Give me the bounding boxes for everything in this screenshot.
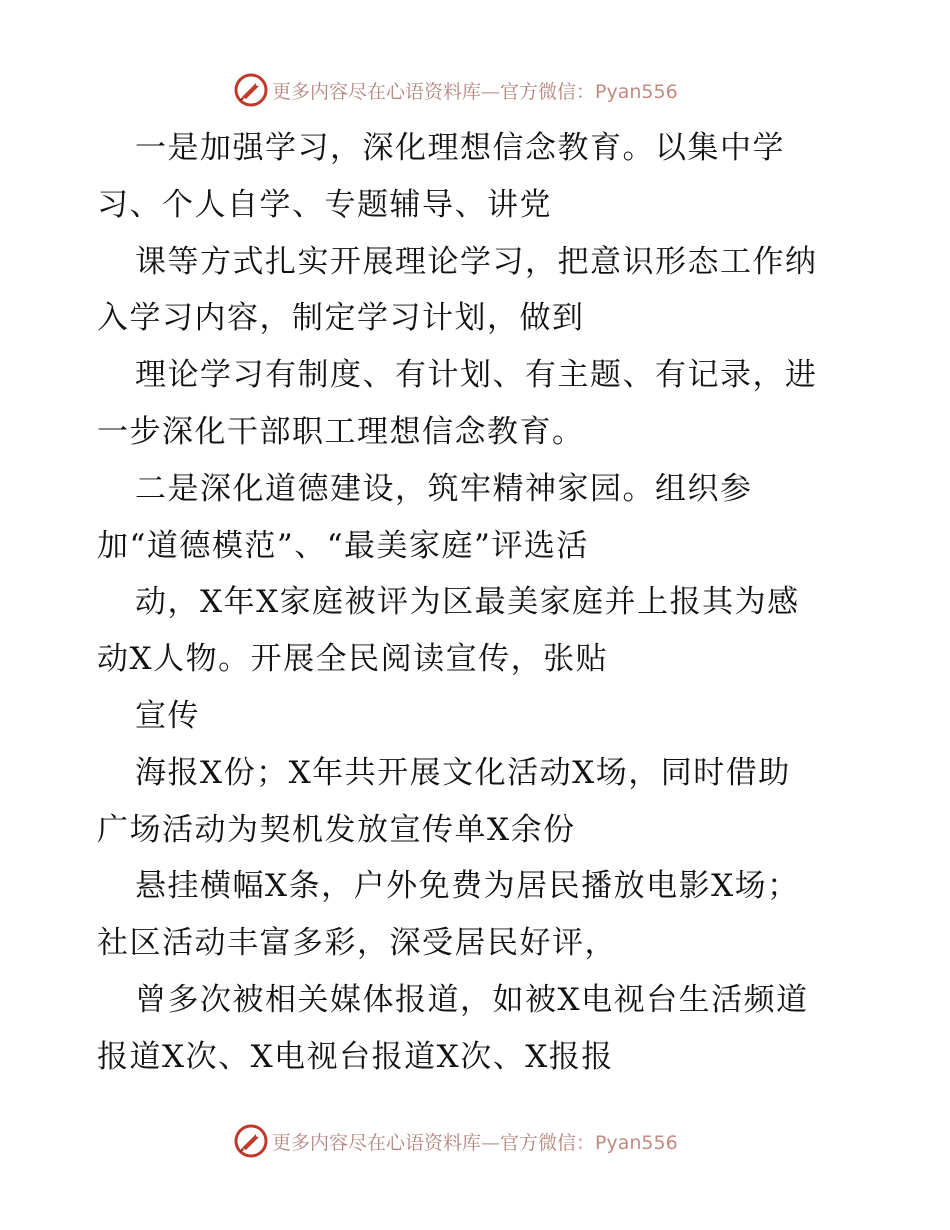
paragraph-line: 一步深化干部职工理想信念教育。 — [97, 413, 585, 450]
pen-logo-icon — [234, 1124, 268, 1158]
pen-logo-icon — [234, 73, 268, 107]
paragraph-line: 课等方式扎实开展理论学习，把意识形态工作纳 — [135, 243, 818, 280]
watermark-wechat-id: Pyan556 — [595, 80, 678, 103]
paragraph-line: 动X人物。开展全民阅读宣传，张贴 — [97, 641, 609, 678]
watermark-wechat-label: 官方微信： — [500, 1131, 596, 1154]
watermark-site-text: 更多内容尽在心语资料库 — [272, 80, 482, 103]
paragraph-line: 社区活动丰富多彩，深受居民好评， — [97, 925, 617, 962]
watermark-site-text: 更多内容尽在心语资料库 — [272, 1131, 482, 1154]
paragraph-line: 二是深化道德建设，筑牢精神家园。组织参 — [135, 470, 753, 507]
watermark-wechat-label: 官方微信： — [500, 80, 596, 103]
paragraph-line: 理论学习有制度、有计划、有主题、有记录，进 — [135, 357, 818, 394]
watermark-wechat-id: Pyan556 — [595, 1131, 678, 1154]
watermark-separator: — — [481, 1131, 501, 1154]
paragraph-line: 宣传 — [135, 697, 200, 734]
paragraph-line: 加“道德模范”、“最美家庭”评选活 — [97, 527, 589, 564]
footer-watermark — [234, 1121, 714, 1161]
paragraph-line: 动，X年X家庭被评为区最美家庭并上报其为感 — [135, 584, 800, 621]
document-body — [97, 120, 877, 1086]
paragraph-line: 悬挂横幅X条，户外免费为居民播放电影X场； — [135, 868, 800, 905]
paragraph-line: 广场活动为契机发放宣传单X余份 — [97, 811, 576, 848]
paragraph-line: 报道X次、X电视台报道X次、X报报 — [97, 1038, 614, 1075]
paragraph-line: 习、个人自学、专题辅导、讲党 — [97, 186, 552, 223]
paragraph-line: 一是加强学习，深化理想信念教育。以集中学 — [135, 130, 785, 166]
paragraph-line: 海报X份；X年共开展文化活动X场，同时借助 — [135, 754, 791, 791]
header-watermark — [234, 70, 714, 110]
paragraph-line: 入学习内容，制定学习计划，做到 — [97, 300, 585, 337]
watermark-separator: — — [481, 80, 501, 103]
paragraph-line: 曾多次被相关媒体报道，如被X电视台生活频道 — [135, 981, 809, 1018]
